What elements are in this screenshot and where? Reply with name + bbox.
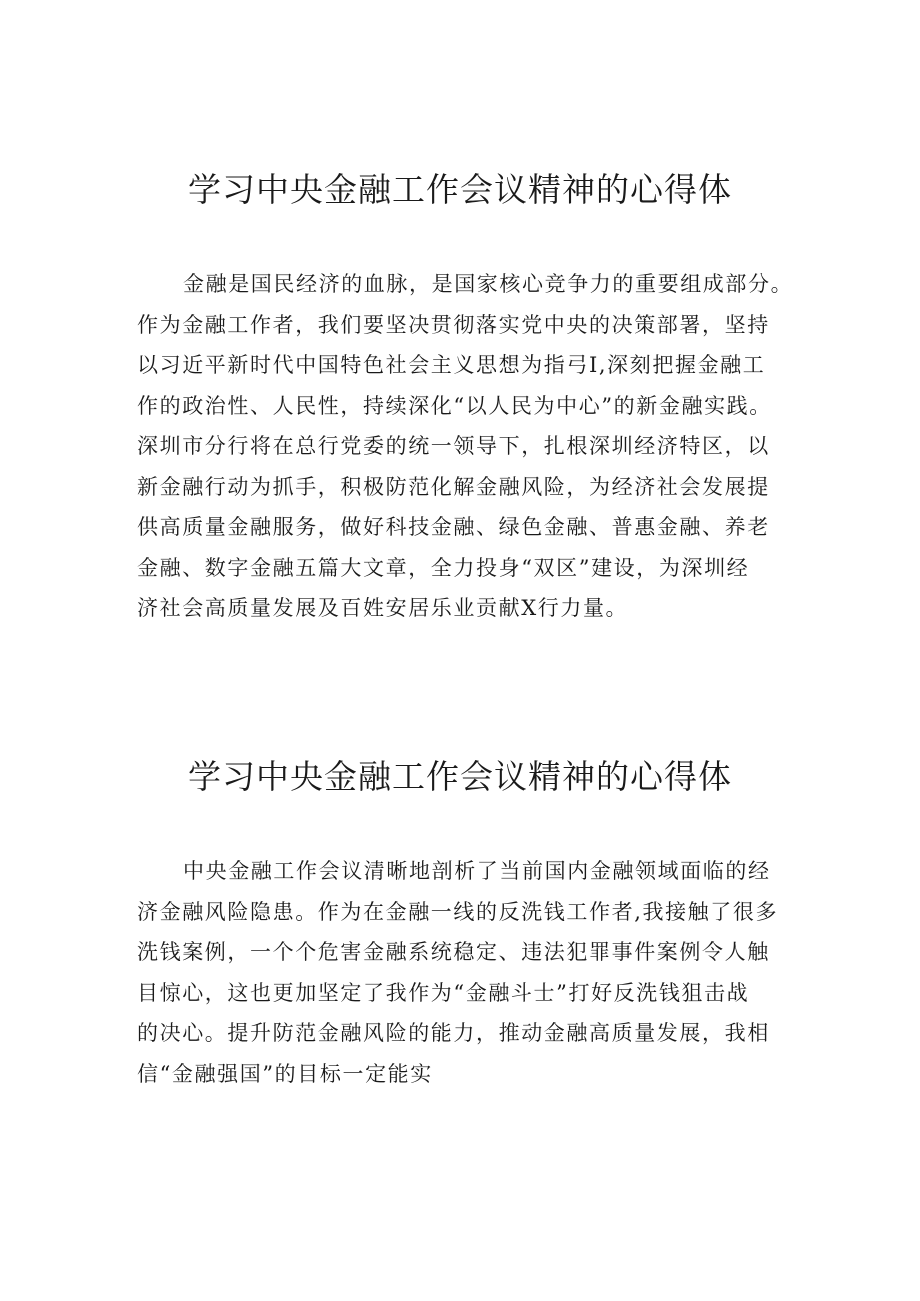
body-paragraph [137, 851, 797, 1094]
paragraph-line: 作的政治性、人民性，持续深化“以人民为中心”的新金融实践。 [137, 393, 772, 418]
section-title: 学习中央金融工作会议精神的心得体 [188, 170, 732, 209]
paragraph-line: 新金融行动为抓手，积极防范化解金融风险，为经济社会发展提 [137, 474, 770, 499]
paragraph-line: 深圳市分行将在总行党委的统一领导下，扎根深圳经济特区，以 [137, 434, 770, 458]
paragraph-line: 的决心。提升防范金融风险的能力，推动金融高质量发展，我相 [137, 1021, 770, 1045]
paragraph-line: 济社会高质量发展及百姓安居乐业贡献X行力量。 [137, 596, 629, 620]
paragraph-line: 信“金融强国”的目标一定能实 [137, 1061, 433, 1086]
section-title: 学习中央金融工作会议精神的心得体 [188, 757, 732, 796]
paragraph-line: 洗钱案例，一个个危害金融系统稳定、违法犯罪事件案例令人触 [137, 940, 770, 964]
paragraph-line: 中央金融工作会议清晰地剖析了当前国内金融领域面临的经 [183, 859, 771, 883]
paragraph-line: 金融是国民经济的血脉，是国家核心竞争力的重要组成部分。 [183, 272, 794, 296]
paragraph-line: 目惊心，这也更加坚定了我作为“金融斗士”打好反洗钱狙击战 [137, 980, 750, 1005]
paragraph-line: 济金融风险隐患。作为在金融一线的反洗钱工作者,我接触了很多 [137, 899, 779, 924]
body-paragraph [137, 264, 797, 629]
paragraph-line: 作为金融工作者，我们要坚决贯彻落实党中央的决策部署，坚持 [137, 312, 770, 337]
paragraph-line: 以习近平新时代中国特色社会主义思想为指弓I,深刻把握金融工 [137, 353, 766, 377]
paragraph-line: 供高质量金融服务，做好科技金融、绿色金融、普惠金融、养老 [137, 515, 770, 539]
paragraph-line: 金融、数字金融五篇大文章，全力投身“双区”建设，为深圳经 [137, 555, 750, 580]
